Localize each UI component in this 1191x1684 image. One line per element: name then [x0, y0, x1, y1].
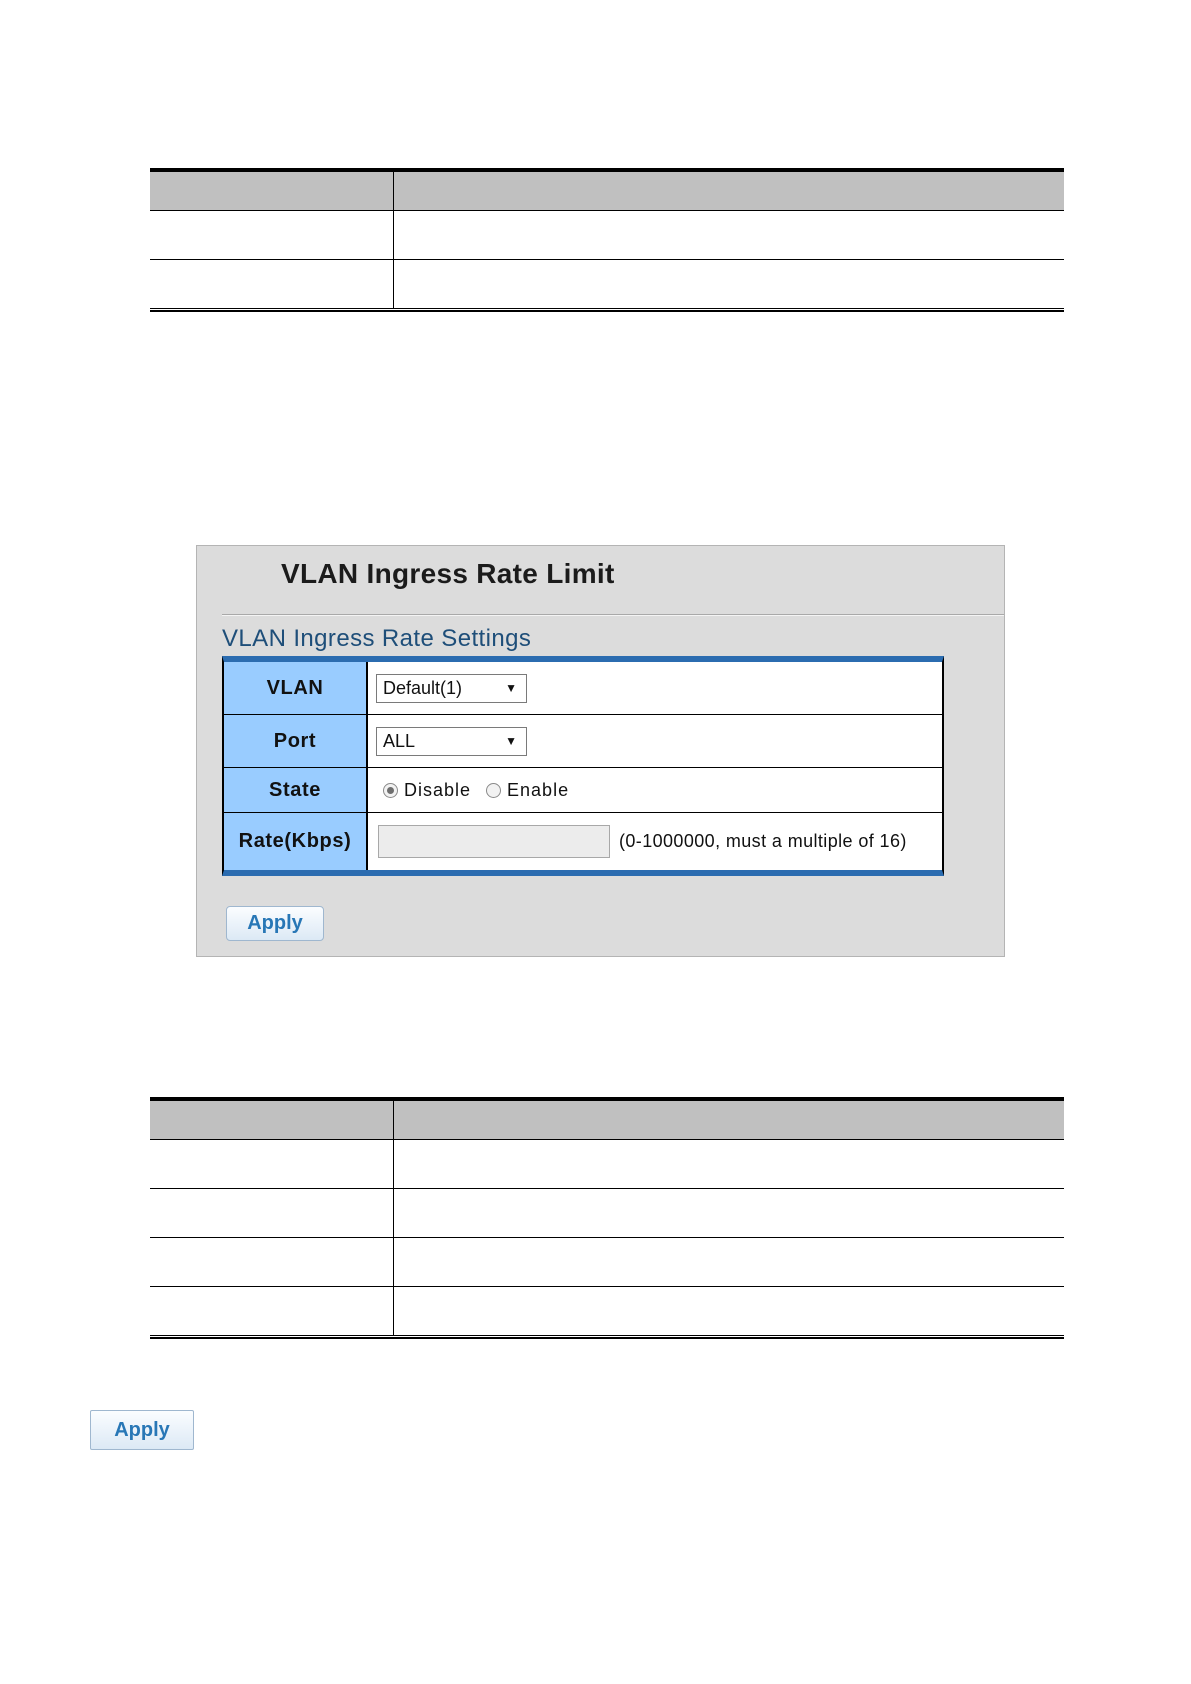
port-label: Port — [224, 715, 368, 767]
rate-value-cell — [368, 813, 942, 870]
table-bottom-rule — [150, 1335, 1064, 1339]
vlan-value-cell — [368, 662, 942, 714]
description-table-top — [150, 168, 1064, 312]
table-cell — [150, 1238, 394, 1286]
chevron-down-icon: ▼ — [505, 680, 517, 695]
table-row — [150, 259, 1064, 308]
table-cell — [394, 260, 1064, 308]
apply-button-doc[interactable]: Apply — [90, 1410, 194, 1450]
table-cell — [150, 1140, 394, 1188]
page-title: VLAN Ingress Rate Limit — [281, 558, 615, 589]
rate-hint: (0-1000000, must a multiple of 16) — [619, 831, 907, 851]
table-cell — [394, 1238, 1064, 1286]
vlan-label: VLAN — [224, 662, 368, 714]
vlan-selected-value: Default(1) — [383, 677, 463, 698]
table-cell — [150, 1189, 394, 1237]
table-row — [150, 1139, 1064, 1188]
table-cell — [394, 1140, 1064, 1188]
table-row — [150, 1237, 1064, 1286]
table-header-cell — [150, 172, 394, 210]
title-divider — [222, 614, 1004, 616]
table-header-row — [150, 172, 1064, 210]
table-header-cell — [150, 1101, 394, 1139]
description-table-bottom — [150, 1097, 1064, 1339]
port-select[interactable] — [376, 727, 527, 756]
port-value-cell — [368, 715, 942, 767]
chevron-down-icon: ▼ — [505, 733, 517, 748]
table-cell — [150, 260, 394, 308]
settings-row-rate — [224, 813, 942, 870]
rate-label: Rate(Kbps) — [224, 813, 368, 870]
rate-input[interactable] — [378, 825, 610, 858]
table-cell — [394, 1287, 1064, 1335]
table-cell — [394, 1189, 1064, 1237]
state-enable-radio[interactable] — [486, 783, 501, 798]
vlan-ingress-rate-panel — [196, 545, 1005, 957]
state-disable-label: Disable — [404, 779, 472, 800]
port-selected-value: ALL — [383, 730, 416, 751]
table-cell — [394, 211, 1064, 259]
state-enable-label: Enable — [507, 779, 570, 800]
settings-table — [222, 656, 944, 876]
section-heading: VLAN Ingress Rate Settings — [222, 625, 532, 652]
apply-button[interactable]: Apply — [226, 906, 324, 941]
table-cell — [150, 1287, 394, 1335]
table-row — [150, 1286, 1064, 1335]
state-label: State — [224, 768, 368, 812]
settings-row-vlan — [224, 662, 942, 715]
table-bottom-rule — [150, 308, 1064, 312]
table-row — [150, 1188, 1064, 1237]
table-row — [150, 210, 1064, 259]
settings-row-port — [224, 715, 942, 768]
table-cell — [150, 211, 394, 259]
state-disable-radio[interactable] — [383, 783, 398, 798]
table-header-row — [150, 1101, 1064, 1139]
settings-row-state — [224, 768, 942, 813]
state-value-cell — [368, 768, 942, 812]
vlan-select[interactable] — [376, 674, 527, 703]
